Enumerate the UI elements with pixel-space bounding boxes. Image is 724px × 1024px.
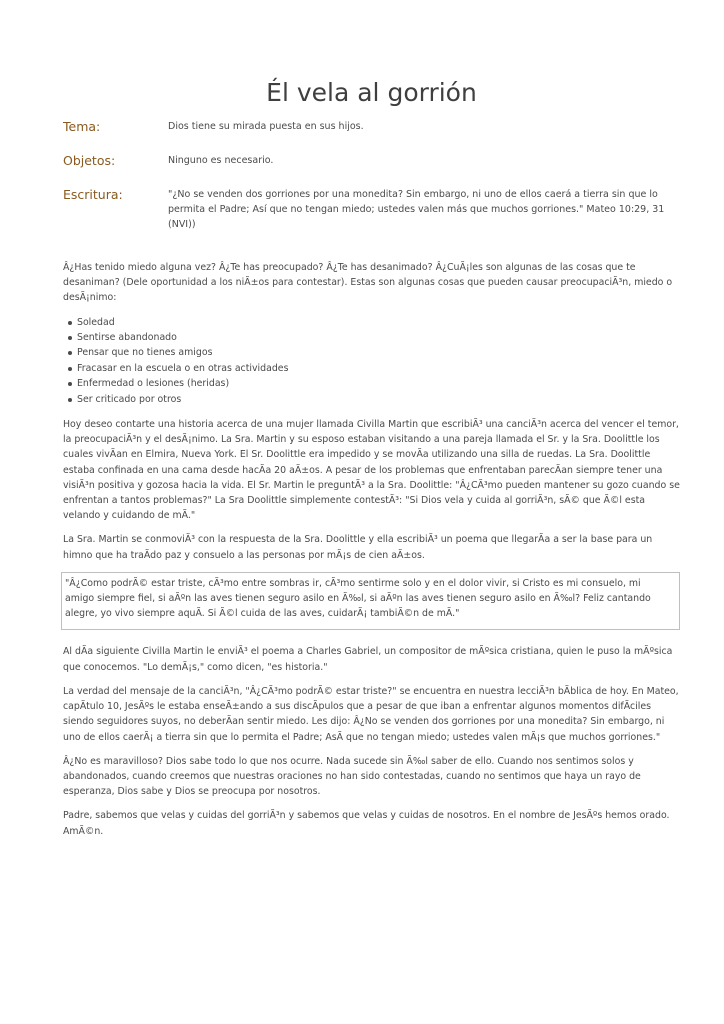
paragraph-bible-lesson: La verdad del mensaje de la canciÃ³n, "Â¿CÃ³mo podrÃ© estar triste?" se encuentra en nuestra lecciÃ³n bÃblica de hoy. En Mateo, capÃtulo 10, JesÃºs le estaba enseÃ±ando a sus discÃpulos que a pesar de que iban a enfrentar algunos momentos difÃciles siendo seguidores suyos, no deberÃan sentir miedo. Les dijo: Â¿No se venden dos gorriones por una monedita? Sin embargo, ni uno de ellos caerÃ¡ a tierra sin que lo permita el Padre; AsÃ que no tengan miedo; ustedes valen mÃ¡s que muchos gorriones."	[63, 685, 679, 743]
lesson-body	[63, 260, 680, 839]
objetos-value: Ninguno es necesario.	[168, 155, 274, 166]
paragraph-poem-intro: La Sra. Martin se conmoviÃ³ con la respuesta de la Sra. Doolittle y ella escribiÃ³ un poema que llegarÃa a ser la base para un himno que ha traÃdo paz y consuelo a las personas por mÃ¡s de cien aÃ±os.	[63, 534, 653, 561]
meta-row-objetos	[63, 152, 680, 169]
list-item: Fracasar en la escuela o en otras actividades	[77, 361, 680, 376]
paragraph-story: Hoy deseo contarte una historia acerca de una mujer llamada Civilla Martin que escribiÃ³ una canciÃ³n acerca del vencer el temor, la preocupaciÃ³n y el desÃ¡nimo. La Sra. Martin y su esposo estaban visitando a una pareja llamada el Sr. y la Sra. Doolittle los cuales vivÃan en Elmira, Nueva York. El Sr. Doolittle era impedido y se movÃa utilizando una silla de ruedas. La Sra. Doolittle estaba confinada en una cama desde hacÃa 20 aÃ±os. A pesar de los problemas que enfrentaban parecÃan siempre tener una visiÃ³n positiva y gozosa hacia la vida. El Sr. Martin le preguntÃ³ a la Sra. Doolittle: "Â¿CÃ³mo pueden mantener su gozo cuando se enfrentan a tantos problemas?" La Sra Doolittle simplemente contestÃ³: "Si Dios vela y cuida al gorriÃ³n, sÃ© que Ã©l esta velando y cuidando de mÃ."	[63, 419, 680, 522]
hymn-quote-box: "Â¿Como podrÃ© estar triste, cÃ³mo entre sombras ir, cÃ³mo sentirme solo y en el dolor vivir, si Cristo es mi consuelo, mi amigo siempre fiel, si aÃºn las aves tienen seguro asilo en Ã‰l, si aÃºn las aves tienen seguro asilo en Ã‰l? Feliz cantando alegre, yo vivo siempre aquÃ. Si Ã©l cuida de las aves, cuidarÃ¡ tambiÃ©n de mÃ."	[61, 572, 680, 631]
paragraph-intro: Â¿Has tenido miedo alguna vez? Â¿Te has preocupado? Â¿Te has desanimado? Â¿CuÃ¡les son algunas de las cosas que te desaniman? (Dele oportunidad a los niÃ±os para contestar). Estas son algunas cosas que pueden causar preocupaciÃ³n, miedo o desÃ¡nimo:	[63, 262, 673, 304]
escritura-label: Escritura:	[63, 187, 123, 202]
lesson-meta	[63, 118, 680, 232]
meta-row-escritura	[63, 186, 680, 232]
paragraph-reflection: Â¿No es maravilloso? Dios sabe todo lo que nos ocurre. Nada sucede sin Ã‰l saber de ello. Cuando nos sentimos solos y abandonados, cuando creemos que nuestras oraciones no han sido contestadas, cuando no sentimos que haya un rayo de esperanza, Dios sabe y Dios se preocupa por nosotros.	[63, 755, 641, 798]
meta-row-tema	[63, 118, 680, 135]
list-item: Ser criticado por otros	[77, 392, 680, 407]
paragraph-composer: Al dÃa siguiente Civilla Martin le enviÃ³ el poema a Charles Gabriel, un compositor de mÃºsica cristiana, quien le puso la mÃºsica que conocemos. "Lo demÃ¡s," como dicen, "es historia."	[63, 646, 673, 673]
escritura-value: "¿No se venden dos gorriones por una monedita? Sin embargo, ni uno de ellos caerá a tierra sin que lo permita el Padre; Así que no tengan miedo; ustedes valen más que muchos gorriones." Mateo 10:29, 31 (NVI))	[168, 189, 665, 230]
tema-label: Tema:	[63, 119, 101, 134]
objetos-label: Objetos:	[63, 153, 116, 168]
list-item: Soledad	[77, 315, 680, 330]
list-item: Pensar que no tienes amigos	[77, 345, 680, 360]
page-title: Él vela al gorrión	[266, 78, 477, 107]
paragraph-prayer: Padre, sabemos que velas y cuidas del gorriÃ³n y sabemos que velas y cuidas de nosotros. En el nombre de JesÃºs hemos orado. AmÃ©n.	[63, 810, 670, 837]
tema-value: Dios tiene su mirada puesta en sus hijos.	[168, 121, 364, 132]
list-item: Sentirse abandonado	[77, 330, 680, 345]
list-item: Enfermedad o lesiones (heridas)	[77, 376, 680, 391]
worries-list	[63, 315, 680, 407]
